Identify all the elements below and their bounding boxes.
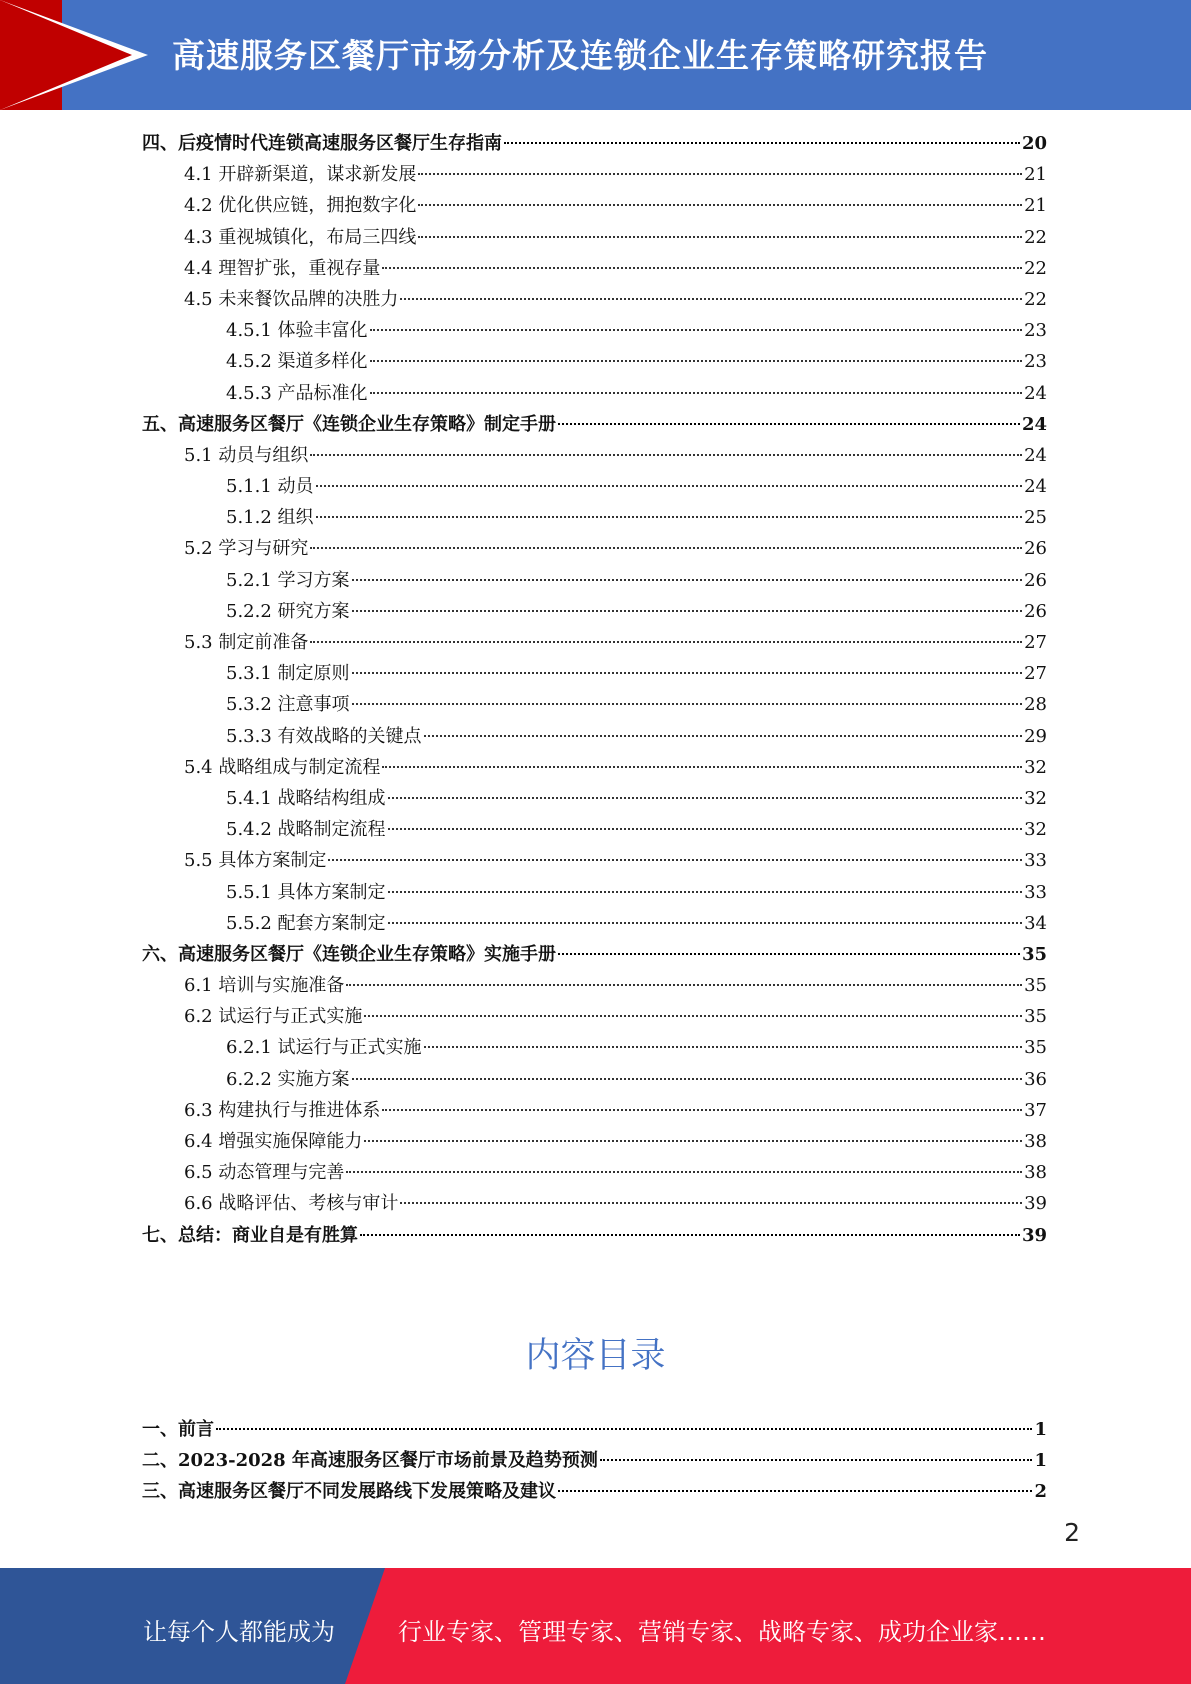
toc-dot-leader [382, 766, 1022, 768]
toc-dot-leader [424, 1046, 1023, 1048]
toc-entry-label: 5.4.2 战略制定流程 [226, 819, 386, 841]
toc-entry-page: 35 [1021, 943, 1047, 965]
toc-entry-label: 5.4.1 战略结构组成 [226, 787, 386, 809]
toc-dot-leader [352, 703, 1023, 705]
toc-dot-leader [316, 485, 1023, 487]
toc-entry[interactable] [142, 627, 1047, 658]
toc-entry-label: 5.2.2 研究方案 [226, 600, 350, 622]
toc-dot-leader [600, 1459, 1033, 1461]
toc-entry-page: 32 [1024, 756, 1047, 778]
toc-entry[interactable] [142, 440, 1047, 471]
toc-entry[interactable] [142, 222, 1047, 253]
toc-entry-page: 22 [1024, 257, 1047, 279]
toc-entry-label: 七、总结：商业自是有胜算 [142, 1224, 358, 1246]
toc-entry-label: 5.1.2 组织 [226, 507, 314, 529]
toc-entry[interactable] [142, 378, 1047, 409]
toc-entry-page: 32 [1024, 819, 1047, 841]
toc-dot-leader [418, 173, 1022, 175]
toc-entry-page: 25 [1024, 507, 1047, 529]
toc-entry[interactable] [142, 409, 1047, 440]
toc-entry[interactable] [142, 1001, 1047, 1032]
toc-dot-leader [558, 953, 1020, 955]
toc-dot-leader [418, 204, 1022, 206]
toc-dot-leader [388, 828, 1023, 830]
toc-entry-page: 24 [1024, 382, 1047, 404]
toc-entry[interactable] [142, 315, 1047, 346]
toc-entry-label: 六、高速服务区餐厅《连锁企业生存策略》实施手册 [142, 943, 556, 965]
footer-slogan-left: 让每个人都能成为 [143, 1618, 335, 1646]
toc-entry[interactable] [142, 533, 1047, 564]
toc-entry-page: 21 [1024, 164, 1047, 186]
toc-entry-page: 33 [1024, 850, 1047, 872]
toc-entry-page: 27 [1024, 632, 1047, 653]
toc-entry[interactable] [142, 1414, 1047, 1445]
toc-entry-page: 35 [1024, 975, 1047, 997]
toc-entry-page: 35 [1024, 1037, 1047, 1059]
toc-entry-label: 4.2 优化供应链，拥抱数字化 [184, 195, 417, 217]
toc-entry[interactable] [142, 1126, 1047, 1157]
toc-entry-label: 6.6 战略评估、考核与审计 [184, 1193, 399, 1215]
toc-entry-label: 四、后疫情时代连锁高速服务区餐厅生存指南 [142, 133, 502, 154]
toc-dot-leader [346, 1171, 1022, 1173]
footer-slogan-right: 行业专家、管理专家、营销专家、战略专家、成功企业家…… [398, 1618, 1046, 1646]
toc-entry-page: 24 [1024, 476, 1047, 498]
toc-entry-page: 26 [1024, 538, 1047, 560]
toc-entry-label: 5.1 动员与组织 [184, 444, 309, 466]
toc-entry-page: 38 [1024, 1131, 1047, 1152]
toc-entry-page: 35 [1024, 1006, 1047, 1028]
toc-entry-label: 5.2 学习与研究 [184, 538, 309, 560]
toc-entry-label: 五、高速服务区餐厅《连锁企业生存策略》制定手册 [142, 413, 556, 435]
toc-entry-page: 37 [1024, 1099, 1047, 1121]
header-banner [0, 0, 1191, 110]
toc-dot-leader [364, 1015, 1022, 1017]
toc-entry-page: 2 [1034, 1481, 1047, 1503]
toc-entry[interactable] [142, 814, 1047, 845]
toc-entry[interactable] [142, 845, 1047, 876]
toc-entry-label: 5.5 具体方案制定 [184, 850, 327, 872]
toc-dot-leader [388, 797, 1023, 799]
toc-entry-label: 6.3 构建执行与推进体系 [184, 1099, 381, 1121]
toc-dot-leader [558, 423, 1020, 425]
toc-dot-leader [352, 610, 1023, 612]
toc-dot-leader [400, 1202, 1022, 1204]
toc-entry-label: 4.5.2 渠道多样化 [226, 351, 368, 373]
toc-entry[interactable] [142, 1445, 1047, 1476]
toc-dot-leader [382, 1109, 1022, 1111]
toc-entry-page: 39 [1021, 1224, 1047, 1246]
toc-entry-label: 4.5.3 产品标准化 [226, 382, 368, 404]
toc-entry-label: 5.1.1 动员 [226, 476, 314, 498]
toc-entry[interactable] [142, 1095, 1047, 1126]
toc-entry[interactable] [142, 284, 1047, 315]
toc-entry[interactable] [142, 658, 1047, 689]
toc-entry[interactable] [142, 565, 1047, 596]
toc-entry-label: 6.1 培训与实施准备 [184, 975, 345, 997]
toc-entry[interactable] [142, 908, 1047, 939]
toc-dot-leader [424, 735, 1023, 737]
toc-entry-page: 28 [1024, 694, 1047, 716]
toc-dot-leader [352, 1078, 1023, 1080]
toc-entry[interactable] [142, 1188, 1047, 1219]
toc-entry-label: 6.2 试运行与正式实施 [184, 1006, 363, 1028]
toc-dot-leader [388, 922, 1023, 924]
toc-dot-leader [400, 298, 1022, 300]
toc-entry[interactable] [142, 159, 1047, 190]
toc-entry-label: 4.4 理智扩张，重视存量 [184, 257, 381, 279]
toc-dot-leader [360, 1234, 1020, 1236]
toc-entry[interactable] [142, 970, 1047, 1001]
toc-entry[interactable] [142, 1220, 1047, 1251]
toc-entry[interactable] [142, 877, 1047, 908]
toc-dot-leader [310, 454, 1022, 456]
toc-entry[interactable] [142, 1032, 1047, 1063]
toc-dot-leader [504, 142, 1020, 144]
footer-banner [0, 1568, 1191, 1684]
toc-entry-label: 4.5 未来餐饮品牌的决胜力 [184, 288, 399, 310]
toc-entry-page: 29 [1024, 725, 1047, 747]
toc-entry-label: 5.4 战略组成与制定流程 [184, 756, 381, 778]
toc-entry[interactable] [142, 502, 1047, 533]
toc-entry[interactable] [142, 1157, 1047, 1188]
toc-entry-page: 22 [1024, 226, 1047, 248]
toc-entry-page: 22 [1024, 288, 1047, 310]
toc-entry-page: 20 [1021, 133, 1047, 154]
toc-dot-leader [346, 984, 1022, 986]
toc-entry-page: 36 [1024, 1068, 1047, 1090]
toc-entry-label: 4.3 重视城镇化，布局三四线 [184, 226, 417, 248]
content-toc [142, 1414, 1047, 1508]
toc-dot-leader [364, 1140, 1022, 1142]
toc-entry[interactable] [142, 689, 1047, 720]
toc-dot-leader [216, 1428, 1032, 1430]
toc-entry[interactable] [142, 128, 1047, 159]
toc-entry[interactable] [142, 721, 1047, 752]
toc-entry-label: 6.2.1 试运行与正式实施 [226, 1037, 422, 1059]
report-title: 高速服务区餐厅市场分析及连锁企业生存策略研究报告 [172, 36, 988, 75]
toc-entry[interactable] [142, 783, 1047, 814]
toc-entry-page: 1 [1034, 1419, 1047, 1440]
toc-entry-label: 4.1 开辟新渠道，谋求新发展 [184, 164, 417, 186]
toc-entry-label: 6.2.2 实施方案 [226, 1068, 350, 1090]
toc-entry-label: 4.5.1 体验丰富化 [226, 320, 368, 342]
toc-entry[interactable] [142, 471, 1047, 502]
toc-entry-label: 5.3.2 注意事项 [226, 694, 350, 716]
toc-entry-label: 5.3 制定前准备 [184, 632, 309, 653]
page-number: 2 [1064, 1518, 1080, 1547]
toc-entry-page: 24 [1021, 413, 1047, 435]
toc-entry[interactable] [142, 190, 1047, 221]
toc-entry[interactable] [142, 253, 1047, 284]
toc-entry-page: 26 [1024, 569, 1047, 591]
toc-dot-leader [316, 516, 1023, 518]
toc-entry-label: 5.5.1 具体方案制定 [226, 881, 386, 903]
toc-entry-page: 26 [1024, 600, 1047, 622]
toc-entry-label: 三、高速服务区餐厅不同发展路线下发展策略及建议 [142, 1481, 556, 1503]
toc-dot-leader [310, 547, 1022, 549]
toc-dot-leader [370, 392, 1023, 394]
footer-blue-slant [345, 1568, 385, 1684]
toc-entry[interactable] [142, 346, 1047, 377]
toc-entry-page: 23 [1024, 320, 1047, 342]
toc-dot-leader [558, 1490, 1032, 1492]
toc-entry-page: 38 [1024, 1162, 1047, 1184]
toc-dot-leader [328, 859, 1022, 861]
toc-dot-leader [418, 236, 1022, 238]
toc-entry-label: 5.5.2 配套方案制定 [226, 912, 386, 934]
toc-entry-page: 27 [1024, 663, 1047, 685]
toc-entry-label: 5.2.1 学习方案 [226, 569, 350, 591]
toc-entry[interactable] [142, 596, 1047, 627]
toc-entry-label: 6.5 动态管理与完善 [184, 1162, 345, 1184]
toc-entry[interactable] [142, 1476, 1047, 1507]
toc-dot-leader [382, 267, 1022, 269]
toc-continued [142, 128, 1047, 1251]
toc-entry-label: 二、2023-2028 年高速服务区餐厅市场前景及趋势预测 [142, 1450, 598, 1472]
content-toc-heading: 内容目录 [525, 1336, 666, 1376]
toc-entry[interactable] [142, 939, 1047, 970]
toc-dot-leader [388, 891, 1023, 893]
toc-entry-page: 34 [1024, 912, 1047, 934]
toc-entry-label: 5.3.3 有效战略的关键点 [226, 725, 422, 747]
toc-entry-page: 33 [1024, 881, 1047, 903]
toc-entry-page: 23 [1024, 351, 1047, 373]
toc-entry-label: 6.4 增强实施保障能力 [184, 1131, 363, 1152]
toc-entry-page: 24 [1024, 444, 1047, 466]
toc-entry-page: 1 [1034, 1450, 1047, 1472]
toc-dot-leader [370, 360, 1023, 362]
toc-entry-page: 32 [1024, 787, 1047, 809]
toc-entry-label: 5.3.1 制定原则 [226, 663, 350, 685]
toc-entry[interactable] [142, 752, 1047, 783]
toc-entry-page: 21 [1024, 195, 1047, 217]
toc-entry[interactable] [142, 1064, 1047, 1095]
toc-dot-leader [370, 329, 1023, 331]
toc-entry-page: 39 [1024, 1193, 1047, 1215]
header-red-chevron [0, 0, 132, 110]
toc-dot-leader [310, 641, 1022, 643]
toc-dot-leader [352, 672, 1023, 674]
toc-dot-leader [352, 579, 1023, 581]
toc-entry-label: 一、前言 [142, 1419, 214, 1440]
